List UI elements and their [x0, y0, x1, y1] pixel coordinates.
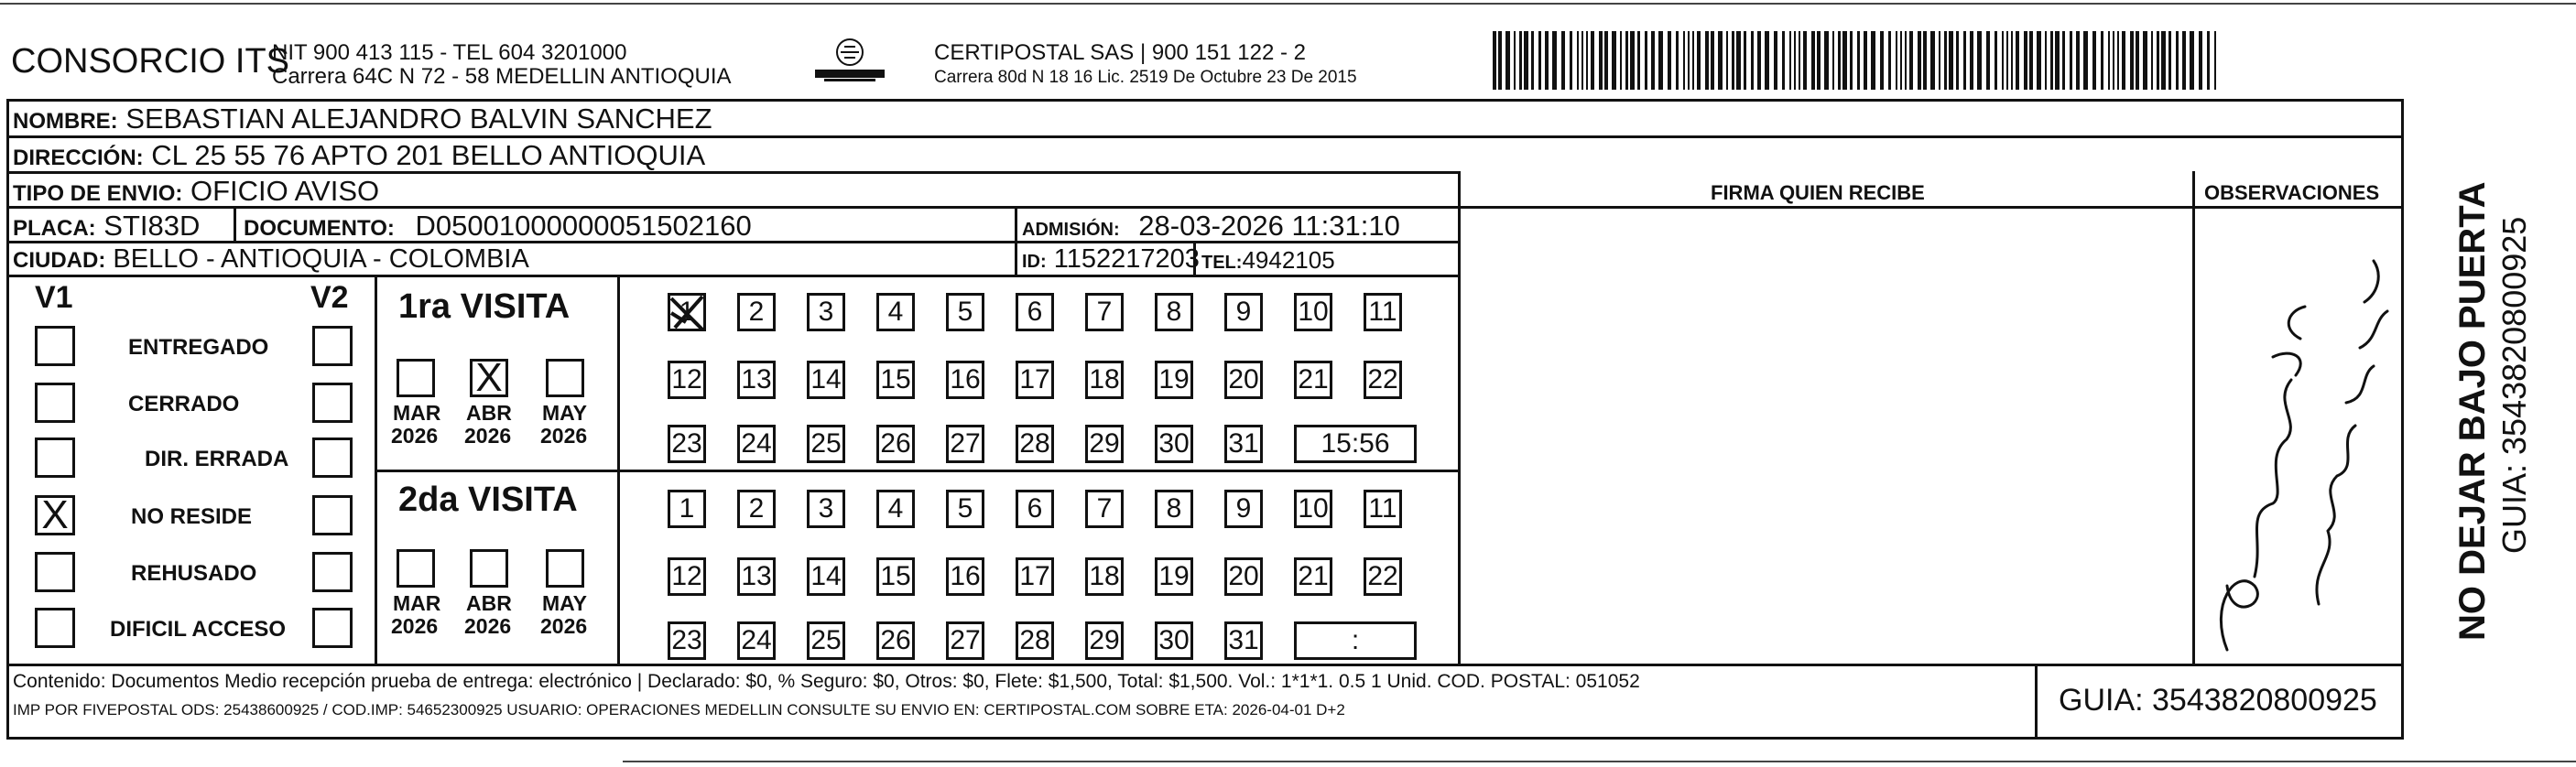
visit1-day-number: 5 — [957, 297, 973, 327]
visit1-day-number: 18 — [1089, 364, 1120, 394]
visit1-day-number: 15 — [880, 364, 911, 394]
visit2-day-number: 26 — [880, 625, 911, 655]
visit1-month-label: MAR — [393, 401, 441, 425]
v2-checkbox[interactable] — [312, 438, 353, 478]
tipo-label: TIPO DE ENVIO: — [13, 181, 183, 206]
visit1-day-number: 7 — [1096, 297, 1113, 327]
visit1-day-number: 21 — [1298, 364, 1329, 394]
visit1-time-value: 15:56 — [1321, 428, 1390, 459]
visit1-day-number: 4 — [887, 297, 904, 327]
visit2-day-number: 17 — [1019, 561, 1050, 591]
v2-checkbox[interactable] — [312, 552, 353, 592]
v1-checkbox[interactable] — [35, 608, 75, 648]
status-label: NO RESIDE — [131, 504, 253, 529]
visit1-day-box[interactable] — [1294, 293, 1332, 331]
visit2-day-box[interactable] — [1085, 621, 1124, 660]
visit1-month-year: 2026 — [464, 424, 512, 448]
tel-field — [1201, 248, 1335, 272]
visit1-day-number: 16 — [950, 364, 981, 394]
v2-checkbox[interactable] — [312, 608, 353, 648]
visit2-day-box[interactable] — [668, 621, 706, 660]
visit2-day-number: 16 — [950, 561, 981, 591]
visit2-day-box[interactable] — [876, 621, 915, 660]
placa-field — [13, 211, 200, 240]
placa-label: PLACA: — [13, 216, 96, 241]
id-value: 1152217203 — [1053, 244, 1200, 274]
visit2-day-box[interactable] — [946, 621, 984, 660]
footer-print-line: IMP POR FIVEPOSTAL ODS: 25438600925 / COD.IMP: 54652300925 USUARIO: OPERACIONES MEDELLIN CONSULTE SU ENVIO EN: CERTIPOSTAL.COM SOBRE ETA: 2026-04-01 D+2 — [13, 701, 1345, 718]
visit2-day-number: 22 — [1367, 561, 1398, 591]
visit1-day-box[interactable] — [1085, 361, 1124, 399]
v1-checkbox[interactable] — [35, 326, 75, 366]
firma-header: FIRMA QUIEN RECIBE — [1711, 181, 1925, 204]
visit1-day-box[interactable] — [737, 361, 776, 399]
visit1-day-number: 9 — [1235, 297, 1252, 327]
visit1-day-box[interactable] — [1224, 425, 1263, 463]
visit2-day-number: 8 — [1166, 493, 1182, 524]
visit2-day-number: 29 — [1089, 625, 1120, 655]
visit2-day-number: 12 — [671, 561, 702, 591]
side-guia: GUIA: 3543820800925 — [2495, 216, 2533, 554]
v1-header: V1 — [35, 280, 73, 315]
visit1-day-number: 17 — [1019, 364, 1050, 394]
visit1-day-number: 14 — [810, 364, 842, 394]
barcode — [1493, 31, 2220, 90]
tipo-value: OFICIO AVISO — [190, 175, 380, 207]
visit2-day-number: 9 — [1235, 493, 1252, 524]
documento-field — [244, 211, 752, 240]
handwritten-observation — [2200, 220, 2399, 659]
nit-line: NIT 900 413 115 - TEL 604 3201000 — [272, 40, 627, 65]
visit2-month-year: 2026 — [464, 614, 512, 638]
visit2-day-box[interactable] — [1085, 557, 1124, 596]
visit2-day-box[interactable] — [1155, 621, 1193, 660]
v2-checkbox[interactable] — [312, 326, 353, 366]
certipostal-logo — [813, 37, 886, 84]
visit1-title: 1ra VISITA — [398, 287, 571, 326]
visit1-day-box[interactable] — [1016, 293, 1054, 331]
side-warning: NO DEJAR BAJO PUERTA — [2452, 181, 2493, 641]
visit1-day-box[interactable] — [1294, 361, 1332, 399]
visit1-day-box[interactable] — [876, 361, 915, 399]
visit2-day-box[interactable] — [737, 621, 776, 660]
visit1-day-number: 30 — [1158, 428, 1190, 459]
visit2-day-number: 25 — [810, 625, 842, 655]
visit2-time-box[interactable] — [1294, 621, 1417, 660]
status-label: DIR. ERRADA — [145, 447, 289, 471]
visit2-day-box[interactable] — [1016, 490, 1054, 528]
visit2-month-checkbox[interactable] — [397, 549, 435, 588]
admision-value: 28-03-2026 11:31:10 — [1138, 210, 1400, 242]
visit2-day-number: 5 — [957, 493, 973, 524]
v1-checkbox[interactable] — [35, 438, 75, 478]
visit2-month-checkbox[interactable] — [546, 549, 584, 588]
placa-value: STI83D — [103, 210, 201, 242]
status-label: ENTREGADO — [128, 335, 269, 360]
visit2-day-box[interactable] — [876, 557, 915, 596]
visit2-day-box[interactable] — [946, 490, 984, 528]
carrier-line: CERTIPOSTAL SAS | 900 151 122 - 2 — [934, 40, 1306, 65]
visit2-day-number: 15 — [880, 561, 911, 591]
visit1-day-box[interactable] — [668, 425, 706, 463]
v1-checkbox[interactable]: X — [35, 495, 75, 535]
visit1-day-number: 26 — [880, 428, 911, 459]
visit2-time-value: : — [1351, 625, 1360, 655]
visit1-day-number: 22 — [1367, 364, 1398, 394]
visit2-day-number: 31 — [1228, 625, 1259, 655]
visit1-day-box[interactable] — [1085, 293, 1124, 331]
visit2-day-number: 18 — [1089, 561, 1120, 591]
visit1-day-box[interactable] — [1016, 361, 1054, 399]
visit1-day-number: 20 — [1228, 364, 1259, 394]
visit1-day-number: 27 — [950, 428, 981, 459]
visit1-day-box[interactable] — [946, 425, 984, 463]
visit1-day-box[interactable] — [1364, 293, 1402, 331]
visit2-month-checkbox[interactable] — [470, 549, 508, 588]
visit2-day-number: 20 — [1228, 561, 1259, 591]
status-label: CERRADO — [128, 392, 240, 416]
footer-guia: GUIA: 3543820800925 — [2059, 683, 2377, 718]
visit2-day-box[interactable] — [1364, 557, 1402, 596]
visit2-day-box[interactable] — [1085, 490, 1124, 528]
visit2-day-number: 7 — [1096, 493, 1113, 524]
visit2-day-number: 30 — [1158, 625, 1190, 655]
tipo-field — [13, 177, 379, 205]
visit1-day-box[interactable] — [946, 293, 984, 331]
visit2-day-number: 14 — [810, 561, 842, 591]
visit1-day-number: 31 — [1228, 428, 1259, 459]
visit2-day-number: 28 — [1019, 625, 1050, 655]
visit1-day-box[interactable] — [1155, 425, 1193, 463]
documento-value: D05001000000051502160 — [415, 210, 752, 242]
direccion-label: DIRECCIÓN: — [13, 146, 144, 170]
visit1-day-box[interactable] — [1016, 425, 1054, 463]
visit1-day-box[interactable] — [668, 361, 706, 399]
visit2-day-box[interactable] — [668, 557, 706, 596]
admision-label: ADMISIÓN: — [1022, 220, 1120, 240]
visit1-day-box[interactable] — [1224, 361, 1263, 399]
visit1-day-box[interactable] — [807, 425, 845, 463]
visit1-day-number: 6 — [1027, 297, 1043, 327]
visit1-day-box[interactable] — [1155, 293, 1193, 331]
visit2-day-box[interactable] — [1016, 621, 1054, 660]
top-edge-line — [0, 3, 2576, 5]
visit2-day-box[interactable] — [807, 621, 845, 660]
v1-checkbox[interactable] — [35, 552, 75, 592]
visit1-day-number: 11 — [1368, 297, 1397, 327]
visit1-day-box[interactable] — [737, 293, 776, 331]
id-label: ID: — [1022, 252, 1047, 272]
visit1-day-number: 25 — [810, 428, 842, 459]
visit2-day-box[interactable] — [737, 490, 776, 528]
ciudad-label: CIUDAD: — [13, 248, 106, 273]
visit1-day-box[interactable] — [946, 361, 984, 399]
visit2-day-number: 10 — [1298, 493, 1329, 524]
visit2-month-year: 2026 — [540, 614, 588, 638]
visit1-month-checkbox[interactable]: X — [470, 359, 508, 397]
visit1-day-number: 19 — [1158, 364, 1190, 394]
status-label: DIFICIL ACCESO — [110, 617, 287, 642]
visit2-day-number: 21 — [1298, 561, 1329, 591]
admision-field — [1022, 211, 1400, 240]
visit2-day-number: 2 — [748, 493, 765, 524]
visit2-month-label: ABR — [466, 591, 512, 615]
visit2-day-number: 24 — [741, 625, 772, 655]
visit1-day-number: 23 — [671, 428, 702, 459]
tel-value: 4942105 — [1242, 246, 1335, 274]
visit2-day-box[interactable] — [1224, 621, 1263, 660]
visit1-month-checkbox[interactable] — [397, 359, 435, 397]
visit1-day-box[interactable] — [876, 293, 915, 331]
visit1-day-box[interactable] — [1364, 361, 1402, 399]
direccion-value: CL 25 55 76 APTO 201 BELLO ANTIOQUIA — [151, 139, 706, 171]
v1-checkbox[interactable] — [35, 383, 75, 423]
visit1-day-number: 8 — [1166, 297, 1182, 327]
visit2-day-box[interactable] — [1364, 490, 1402, 528]
direccion-field — [13, 141, 705, 169]
ciudad-value: BELLO - ANTIOQUIA - COLOMBIA — [113, 244, 529, 274]
visit2-day-number: 27 — [950, 625, 981, 655]
visit2-day-number: 11 — [1368, 493, 1397, 524]
visit1-day-number: 28 — [1019, 428, 1050, 459]
v2-checkbox[interactable] — [312, 383, 353, 423]
visit2-day-box[interactable] — [876, 490, 915, 528]
visit2-day-number: 1 — [679, 493, 695, 524]
visit2-day-box[interactable] — [807, 557, 845, 596]
visit2-month-label: MAY — [542, 591, 587, 615]
visit1-day-box[interactable] — [876, 425, 915, 463]
company-address: Carrera 64C N 72 - 58 MEDELLIN ANTIOQUIA — [272, 64, 732, 89]
visit1-day-box[interactable] — [807, 361, 845, 399]
visit1-month-label: MAY — [542, 401, 587, 425]
visit1-day-number: 3 — [818, 297, 834, 327]
visit2-day-box[interactable] — [1155, 557, 1193, 596]
visit1-day-number: 12 — [671, 364, 702, 394]
v2-checkbox[interactable] — [312, 495, 353, 535]
visit2-day-box[interactable] — [1294, 490, 1332, 528]
id-field — [1022, 246, 1200, 273]
visit1-day-number: 2 — [748, 297, 765, 327]
visit1-day-number: 29 — [1089, 428, 1120, 459]
carrier-address: Carrera 80d N 18 16 Lic. 2519 De Octubre 23 De 2015 — [934, 68, 1357, 87]
visit1-time-box[interactable] — [1294, 425, 1417, 463]
visit1-month-year: 2026 — [391, 424, 439, 448]
documento-label: DOCUMENTO: — [244, 216, 395, 241]
visit2-day-number: 13 — [741, 561, 772, 591]
company-name: CONSORCIO ITS — [11, 42, 290, 81]
visit2-day-number: 19 — [1158, 561, 1190, 591]
tel-label: TEL: — [1201, 253, 1243, 273]
visit2-day-box[interactable] — [1294, 557, 1332, 596]
visit2-day-box[interactable] — [807, 490, 845, 528]
v2-header: V2 — [310, 280, 349, 315]
visit1-month-label: ABR — [466, 401, 512, 425]
visit2-day-box[interactable] — [1224, 490, 1263, 528]
visit2-day-box[interactable] — [1016, 557, 1054, 596]
visit2-day-box[interactable] — [737, 557, 776, 596]
visit1-day-box[interactable] — [1085, 425, 1124, 463]
footer-content-line: Contenido: Documentos Medio recepción prueba de entrega: electrónico | Declarado: $0, % Seguro: $0, Otros: $0, Flete: $1,500, Total: $1,500. Vol.: 1*1*1. 0.5 1 Unid. COD. POSTAL: 051052 — [13, 671, 1640, 692]
visit1-day-number: 10 — [1298, 297, 1329, 327]
visit1-day-box[interactable] — [1155, 361, 1193, 399]
observaciones-header: OBSERVACIONES — [2204, 181, 2380, 204]
visit1-day-box[interactable] — [737, 425, 776, 463]
visit1-month-year: 2026 — [540, 424, 588, 448]
visit2-day-number: 4 — [887, 493, 904, 524]
visit2-month-label: MAR — [393, 591, 441, 615]
status-label: REHUSADO — [131, 561, 257, 586]
visit2-day-box[interactable] — [1155, 490, 1193, 528]
visit2-day-box[interactable] — [668, 490, 706, 528]
bottom-edge-line — [623, 761, 2576, 762]
visit1-day-number: 24 — [741, 428, 772, 459]
visit2-title: 2da VISITA — [398, 481, 578, 519]
visit2-day-number: 3 — [818, 493, 834, 524]
day-check-mark — [666, 289, 712, 340]
visit2-day-number: 23 — [671, 625, 702, 655]
visit1-month-checkbox[interactable] — [546, 359, 584, 397]
visit1-day-number: 1 — [679, 297, 695, 327]
nombre-label: NOMBRE: — [13, 109, 118, 134]
visit1-day-box[interactable] — [807, 293, 845, 331]
ciudad-field — [13, 246, 529, 273]
visit2-day-number: 6 — [1027, 493, 1043, 524]
nombre-field — [13, 104, 712, 133]
nombre-value: SEBASTIAN ALEJANDRO BALVIN SANCHEZ — [125, 103, 712, 135]
visit2-month-year: 2026 — [391, 614, 439, 638]
visit2-day-box[interactable] — [946, 557, 984, 596]
visit2-day-box[interactable] — [1224, 557, 1263, 596]
visit1-day-number: 13 — [741, 364, 772, 394]
visit1-day-box[interactable] — [1224, 293, 1263, 331]
